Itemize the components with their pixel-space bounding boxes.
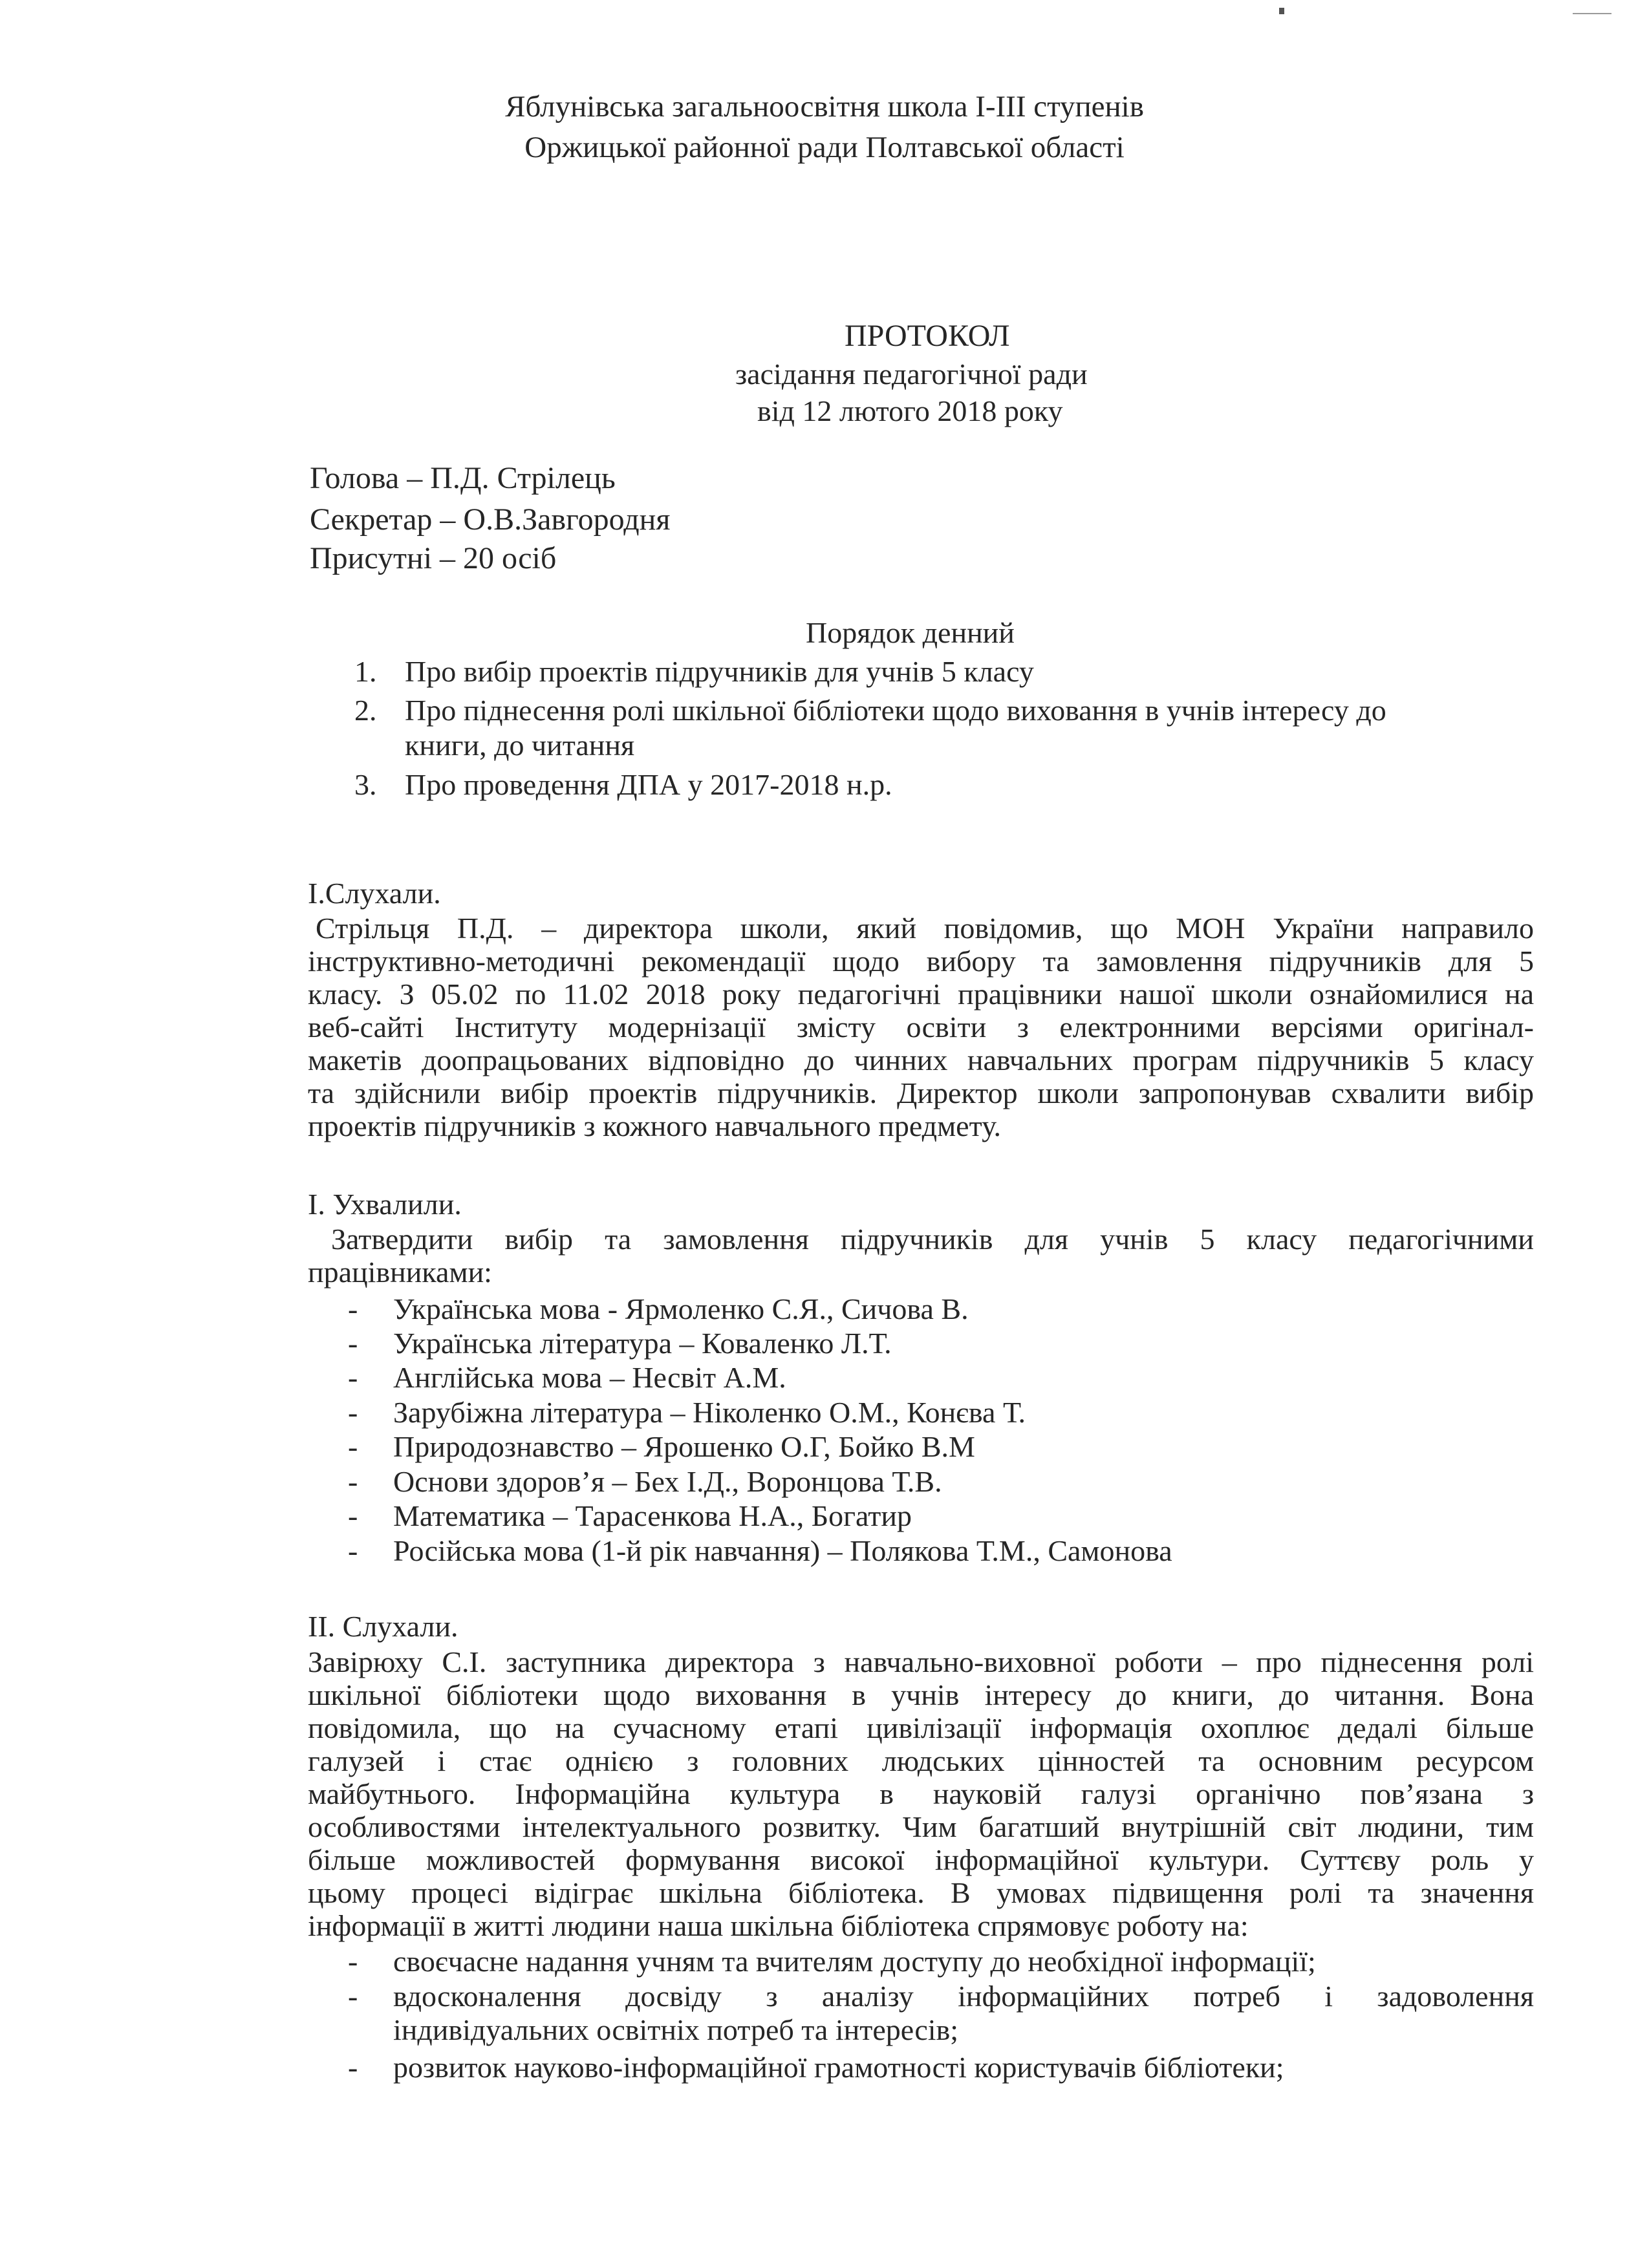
list-dash: - bbox=[348, 1980, 358, 2013]
agenda-item-continuation: книги, до читання bbox=[405, 729, 635, 762]
section1-heard-paragraph-line: макетів доопрацьованих відповідно до чинних навчальних програм підручників 5 класу bbox=[308, 1043, 1534, 1076]
agenda-item: Про проведення ДПА у 2017-2018 н.р. bbox=[405, 768, 892, 801]
section2-heard-paragraph-line: особливостями інтелектуального розвитку. Чим багатший внутрішній світ людини, тим bbox=[308, 1810, 1534, 1843]
textbook-list-item: Зарубіжна література – Ніколенко О.М., Конєва Т. bbox=[393, 1396, 1026, 1429]
section1-resolved-paragraph-line: Затвердити вибір та замовлення підручників для учнів 5 класу педагогічними bbox=[331, 1223, 1534, 1256]
textbook-list-item: Російська мова (1-й рік навчання) – Полякова Т.М., Самонова bbox=[393, 1534, 1172, 1567]
agenda-item-number: 3. bbox=[354, 768, 377, 801]
section1-resolved-heading: І. Ухвалили. bbox=[308, 1188, 462, 1221]
protocol-date: від 12 лютого 2018 року bbox=[757, 394, 1063, 427]
textbook-list-item: Природознавство – Ярошенко О.Г, Бойко В.М bbox=[393, 1430, 975, 1463]
section2-heard-paragraph-line: галузей і стає однією з головних людських цінностей та основним ресурсом bbox=[308, 1744, 1534, 1777]
list-dash: - bbox=[348, 1534, 358, 1567]
list-dash: - bbox=[348, 1465, 358, 1498]
scan-speck bbox=[1279, 8, 1284, 14]
agenda-item: Про вибір проектів підручників для учнів 5 класу bbox=[405, 655, 1034, 688]
scan-speck bbox=[1573, 13, 1611, 14]
textbook-list-item: Українська література – Коваленко Л.Т. bbox=[393, 1327, 892, 1360]
list-dash: - bbox=[348, 1945, 358, 1978]
section1-heard-paragraph-line: класу. З 05.02 по 11.02 2018 року педагогічні працівники нашої школи ознайомилися на bbox=[308, 978, 1534, 1011]
school-name-line2: Оржицької районної ради Полтавської області bbox=[524, 131, 1125, 164]
section2-heard-paragraph-line: цьому процесі відіграє шкільна бібліотека. В умовах підвищення ролі та значення bbox=[308, 1876, 1534, 1909]
agenda-item-number: 1. bbox=[354, 655, 377, 688]
list-dash: - bbox=[348, 1430, 358, 1463]
library-task-item: вдосконалення досвіду з аналізу інформаційних потреб і задоволення bbox=[393, 1980, 1534, 2013]
textbook-list-item: Основи здоров’я – Бех І.Д., Воронцова Т.В. bbox=[393, 1465, 942, 1498]
textbook-list-item: Англійська мова – Несвіт А.М. bbox=[393, 1361, 786, 1394]
protocol-heading: ПРОТОКОЛ bbox=[845, 319, 1010, 353]
section1-heard-paragraph-line: та здійснили вибір проектів підручників. Директор школи запропонував схвалити вибір bbox=[308, 1076, 1534, 1109]
library-task-item: розвиток науково-інформаційної грамотності користувачів бібліотеки; bbox=[393, 2051, 1284, 2084]
section2-heard-paragraph-line: повідомила, що на сучасному етапі цивілізації інформація охоплює дедалі більше bbox=[308, 1711, 1534, 1744]
section2-heard-paragraph-line: шкільної бібліотеки щодо виховання в учнів інтересу до книги, до читання. Вона bbox=[308, 1678, 1534, 1711]
list-dash: - bbox=[348, 2051, 358, 2084]
agenda-item: Про піднесення ролі шкільної бібліотеки щодо виховання в учнів інтересу до bbox=[405, 694, 1386, 727]
agenda-item-number: 2. bbox=[354, 694, 377, 727]
section1-heard-paragraph-line: Стрільця П.Д. – директора школи, який повідомив, що МОН України направило bbox=[316, 912, 1534, 945]
agenda-title: Порядок денний bbox=[806, 616, 1015, 649]
section2-heard-paragraph-line: інформації в житті людини наша шкільна бібліотека спрямовує роботу на: bbox=[308, 1909, 1249, 1942]
library-task-item-continuation: індивідуальних освітніх потреб та інтересів; bbox=[393, 2013, 959, 2046]
list-dash: - bbox=[348, 1327, 358, 1360]
list-dash: - bbox=[348, 1396, 358, 1429]
section1-heard-paragraph-line: веб-сайті Інституту модернізації змісту освіти з електронними версіями оригінал- bbox=[308, 1011, 1534, 1043]
section2-heard-paragraph-line: майбутнього. Інформаційна культура в науковій галузі органічно пов’язана з bbox=[308, 1777, 1534, 1810]
list-dash: - bbox=[348, 1499, 358, 1532]
present-line: Присутні – 20 осіб bbox=[310, 541, 557, 575]
section2-heard-paragraph-line: Завірюху С.І. заступника директора з навчально-виховної роботи – про піднесення ролі bbox=[308, 1645, 1534, 1678]
library-task-item: своєчасне надання учням та вчителям доступу до необхідної інформації; bbox=[393, 1945, 1316, 1978]
list-dash: - bbox=[348, 1361, 358, 1394]
section1-heard-paragraph-line: інструктивно-методичні рекомендації щодо вибору та замовлення підручників для 5 bbox=[308, 945, 1534, 978]
textbook-list-item: Математика – Тарасенкова Н.А., Богатир bbox=[393, 1499, 912, 1532]
protocol-subheading: засідання педагогічної ради bbox=[735, 358, 1088, 390]
list-dash: - bbox=[348, 1292, 358, 1325]
section2-heard-paragraph-line: більше можливостей формування високої інформаційної культури. Суттєву роль у bbox=[308, 1843, 1534, 1876]
school-name-line1: Яблунівська загальноосвітня школа І-ІІІ ступенів bbox=[505, 90, 1144, 123]
chair-line: Голова – П.Д. Стрілець bbox=[310, 461, 616, 495]
secretary-line: Секретар – О.В.Завгородня bbox=[310, 502, 671, 537]
section1-heard-paragraph-line: проектів підручників з кожного навчального предмету. bbox=[308, 1109, 1001, 1142]
section1-resolved-paragraph-line: працівниками: bbox=[308, 1256, 492, 1289]
section2-heard-heading: ІІ. Слухали. bbox=[308, 1610, 458, 1643]
textbook-list-item: Українська мова - Ярмоленко С.Я., Сичова В. bbox=[393, 1292, 969, 1325]
section1-heard-heading: І.Слухали. bbox=[308, 877, 441, 910]
